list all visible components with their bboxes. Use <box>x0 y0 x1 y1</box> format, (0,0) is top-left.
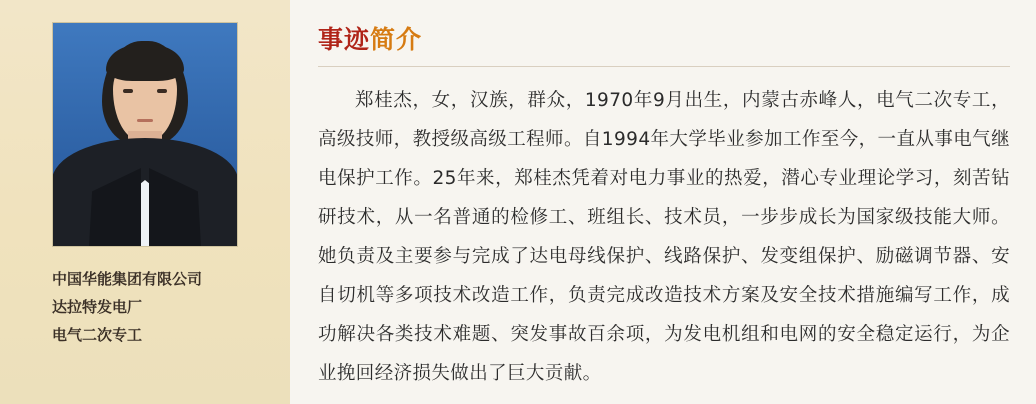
section-title <box>318 20 1010 66</box>
caption-line-role: 电气二次专工 <box>52 326 143 344</box>
section-title-part2: 简介 <box>370 25 423 54</box>
fringe-shape <box>106 45 184 81</box>
section-title-part1: 事迹 <box>318 25 371 54</box>
section-body-text: 郑桂杰，女，汉族，群众，1970年9月出生，内蒙古赤峰人，电气二次专工，高级技师，教授级高级工程师。自1994年大学毕业参加工作至今，一直从事电气继电保护工作。25年来，郑桂杰凭着对电力事业的热爱，潜心专业理论学习，刻苦钻研技术，从一名普通的检修工、班组长、技术员，一步步成长为国家级技能大师。她负责及主要参与完成了达电母线保护、线路保护、发变组保护、励磁调节器、安自切机等多项技术改造工作，负责完成改造技术方案及安全技术措施编写工作，成功解决各类技术难题、突发事故百余项，为发电机组和电网的安全稳定运行，为企业挽回经济损失做出了巨大贡献。 <box>318 90 1010 384</box>
title-divider <box>318 66 1010 67</box>
eye-left-shape <box>123 89 133 93</box>
portrait-figure <box>53 23 237 246</box>
content-column <box>290 0 1036 404</box>
profile-column <box>0 0 290 404</box>
eye-right-shape <box>157 89 167 93</box>
caption-line-plant: 达拉特发电厂 <box>52 298 143 316</box>
mouth-shape <box>137 119 153 122</box>
profile-caption <box>52 265 238 349</box>
caption-line-company: 中国华能集团有限公司 <box>52 270 203 288</box>
portrait-photo <box>52 22 238 247</box>
